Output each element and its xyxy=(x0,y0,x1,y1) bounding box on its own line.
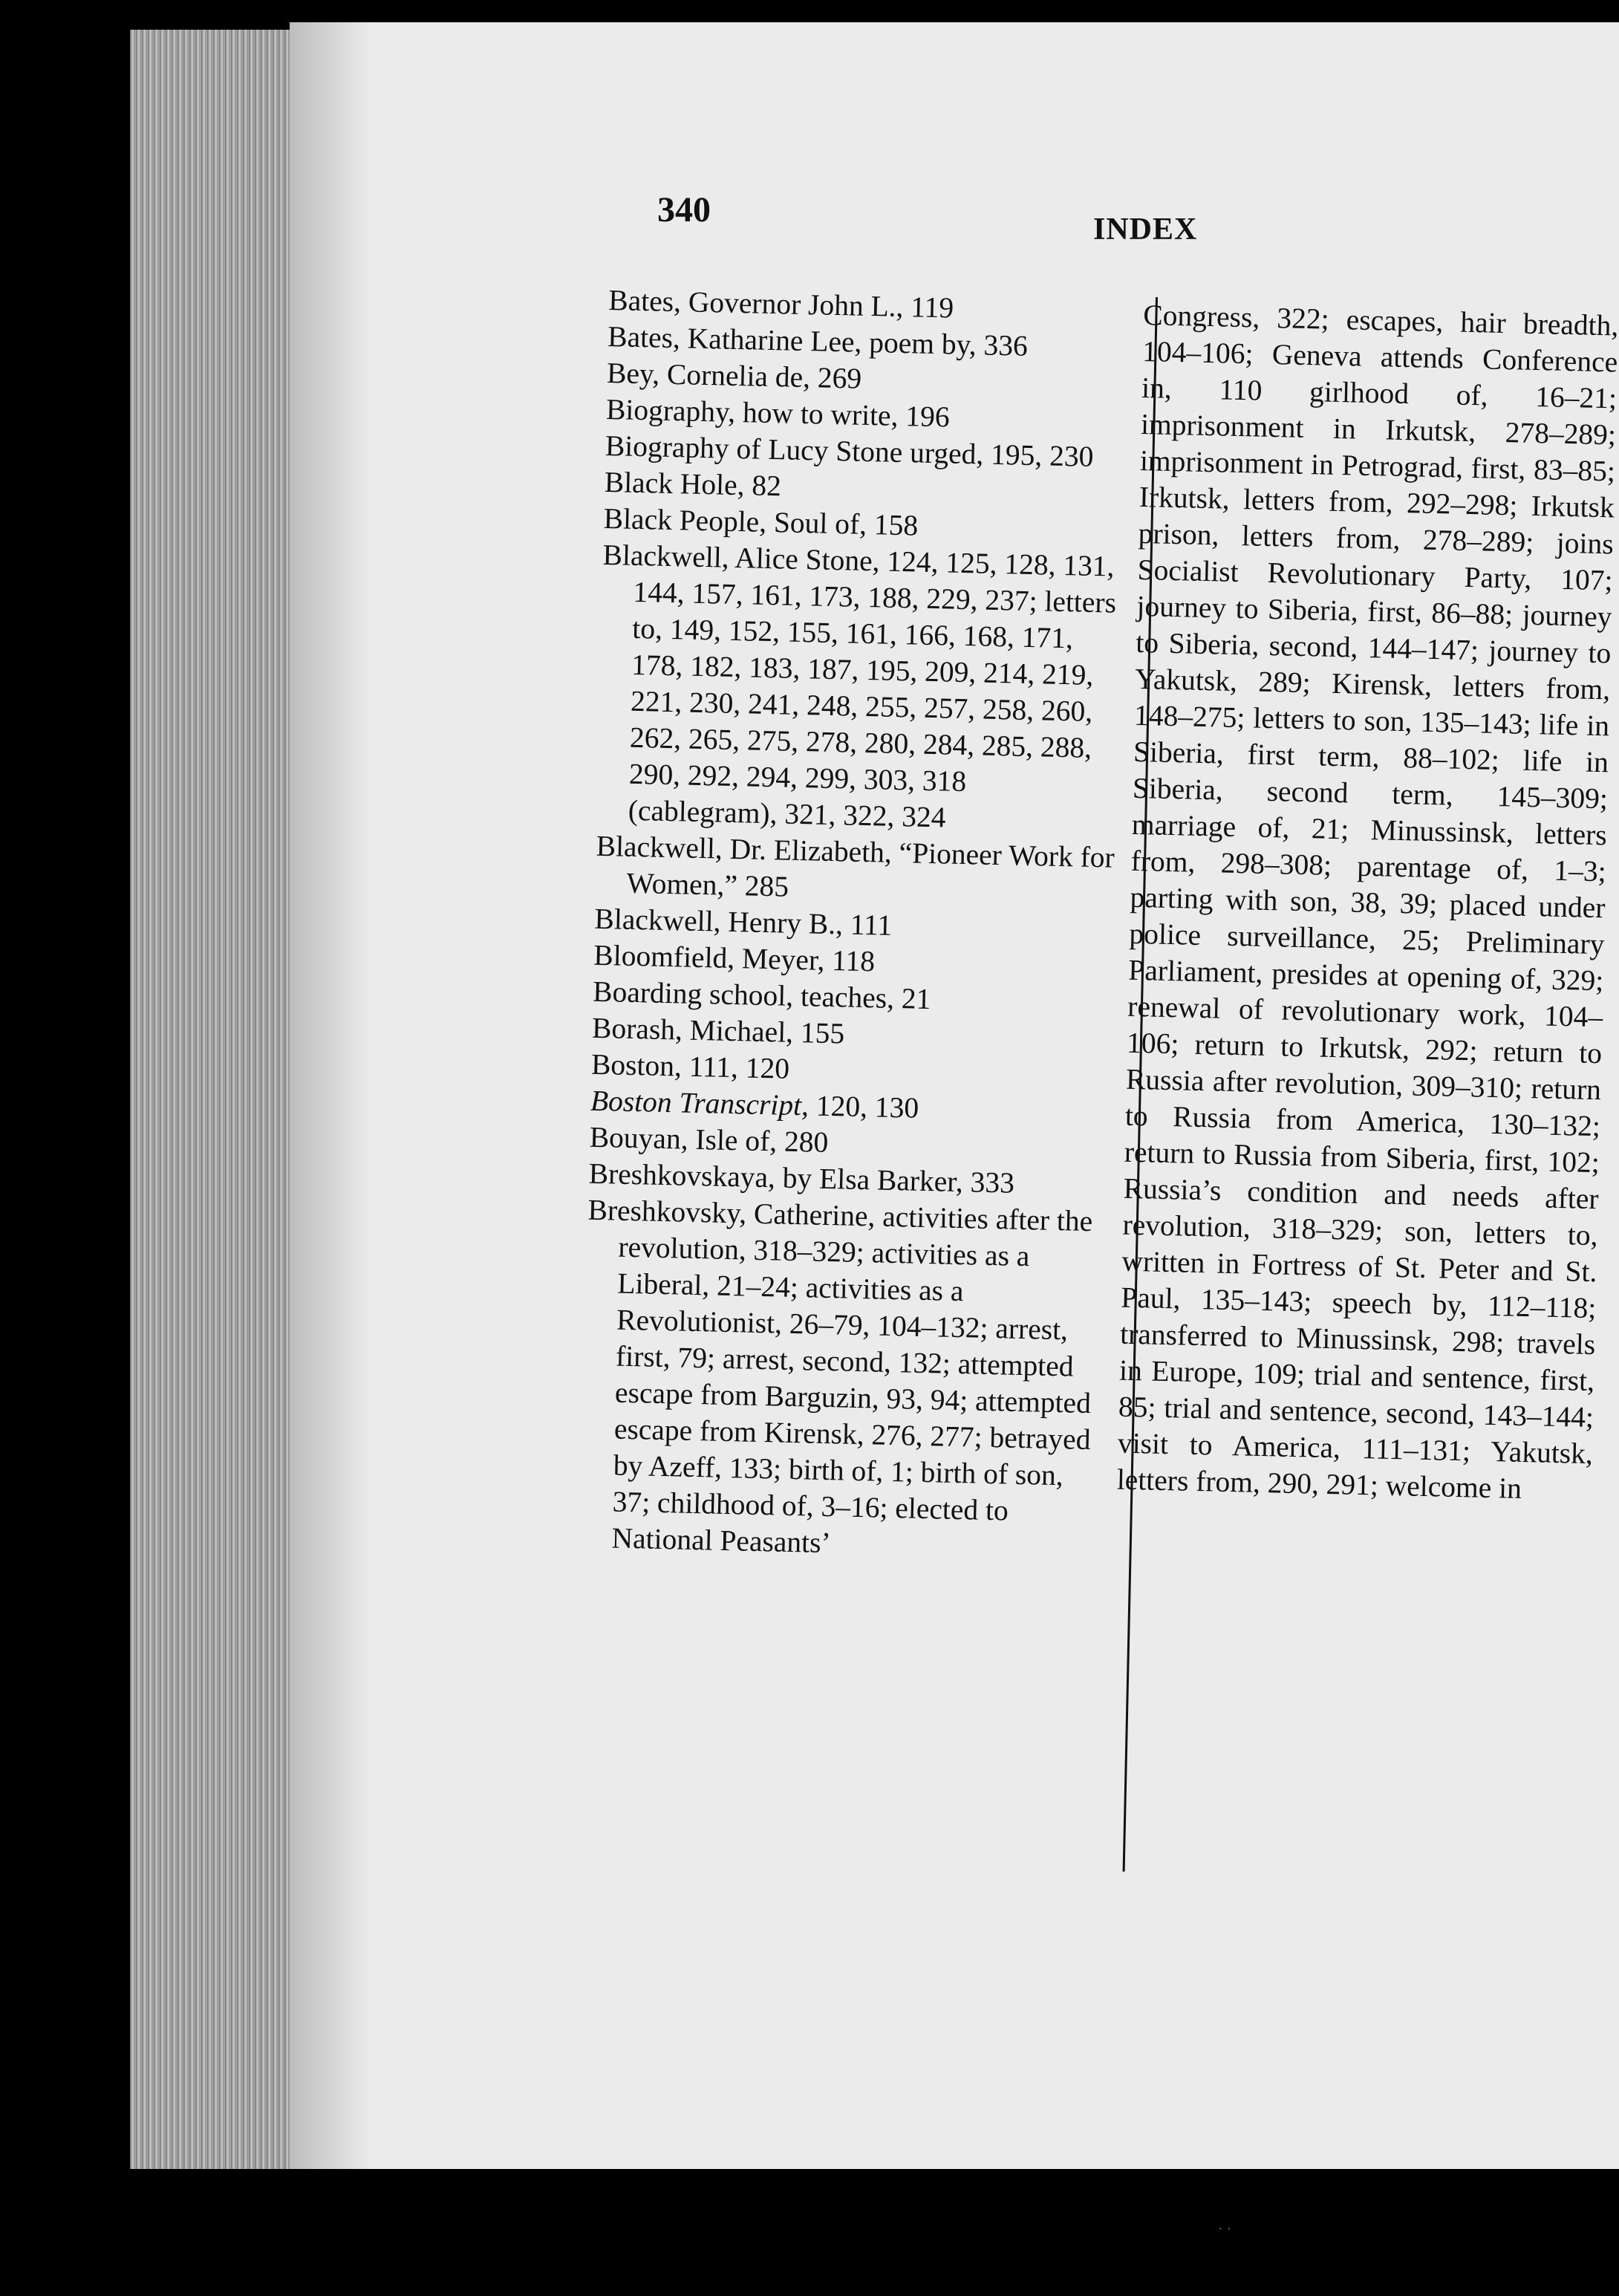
index-entry: Bloomfield, Meyer, 118 xyxy=(593,938,876,978)
running-head: INDEX xyxy=(1093,212,1198,247)
index-column-right xyxy=(1116,297,1619,1509)
scan-specks: · · xyxy=(1218,2221,1232,2237)
index-entry: Bouyan, Isle of, 280 xyxy=(589,1120,829,1159)
index-entry: Boston Transcript, 120, 130 xyxy=(590,1084,919,1125)
spine-shadow xyxy=(290,22,371,2169)
index-entry: Biography, how to write, 196 xyxy=(605,392,951,434)
index-entry: Blackwell, Dr. Elizabeth, “Pioneer Work for Women,” 285 xyxy=(596,829,1115,903)
index-entry: Borash, Michael, 155 xyxy=(591,1011,845,1050)
index-entry: Bates, Governor John L., 119 xyxy=(607,283,954,325)
index-entry: Blackwell, Henry B., 111 xyxy=(594,902,893,942)
index-entry: Black Hole, 82 xyxy=(604,465,782,503)
index-entry: Blackwell, Alice Stone, 124, 125, 128, 131, 144, 157, 161, 173, 188, 229, 237; letters to, 149, 152, 155, 161, 166, 168, 171, 178, 182, 183, 187, 195, 209, 214, 219, 221, 230, 241, 248, 255, 257, 258, 260, 262, 265, 275, 278, 280, 284, 285, 288, 290, 292, 294, 299, 303, 318 (cablegram), 321, 322, 324 xyxy=(602,538,1117,834)
index-entry: Boston, 111, 120 xyxy=(590,1047,790,1085)
index-column-left xyxy=(580,282,1129,1567)
page-number: 340 xyxy=(657,190,711,230)
index-entry: Bates, Katharine Lee, poem by, 336 xyxy=(607,319,1029,362)
index-entry: Breshkovskaya, by Elsa Barker, 333 xyxy=(588,1157,1015,1200)
book-page-edges xyxy=(130,30,316,2169)
index-entry: Black People, Soul of, 158 xyxy=(603,501,919,542)
index-entry: Biography of Lucy Stone urged, 195, 230 xyxy=(605,429,1094,473)
index-entry: Breshkovsky, Catherine, activities after the revolution, 318–329; activities as a Liberal, 21–24; activities as a Revolutionist, 26–79, 104–132; arrest, first, 79; arrest, second, 132; attempted escape from Barguzin, 93, 94; attempted escape from Kirensk, 276, 277; betrayed by Azeff, 133; birth of, 1; birth of son, 37; childhood of, 3–16; elected to National Peasants’ xyxy=(587,1193,1093,1560)
index-entry-continuation: Congress, 322; escapes, hair breadth, 104–106; Geneva attends Conference in, 110 girlhood of, 16–21; imprisonment in Irkutsk, 278–289; imprisonment in Petrograd, first, 83–85; Irkutsk, letters from, 292–298; Irkutsk prison, letters from, 278–289; joins Socialist Revolutionary Party, 107; journey to Siberia, first, 86–88; journey to Siberia, second, 144–147; journey to Yakutsk, 289; Kirensk, letters from, 148–275; letters to son, 135–143; life in Siberia, first term, 88–102; life in Siberia, second term, 145–309; marriage of, 21; Minussinsk, letters from, 298–308; parentage of, 1–3; parting with son, 38, 39; placed under police surveillance, 25; Preliminary Parliament, presides at opening of, 329; renewal of revolutionary work, 104–106; return to Irkutsk, 292; return to Russia after revolution, 309–310; return to Russia from America, 130–132; return to Russia from Siberia, first, 102; Russia’s condition and needs after revolution, 318–329; son, letters to, written in Fortress of St. Peter and St. Paul, 135–143; speech by, 112–118; transferred to Minussinsk, 298; travels in Europe, 109; trial and sentence, first, 85; trial and sentence, second, 143–144; visit to America, 111–131; Yakutsk, letters from, 290, 291; welcome in xyxy=(1116,298,1619,1505)
index-entry: Boarding school, teaches, 21 xyxy=(592,975,931,1016)
index-entry: Bey, Cornelia de, 269 xyxy=(606,356,862,395)
